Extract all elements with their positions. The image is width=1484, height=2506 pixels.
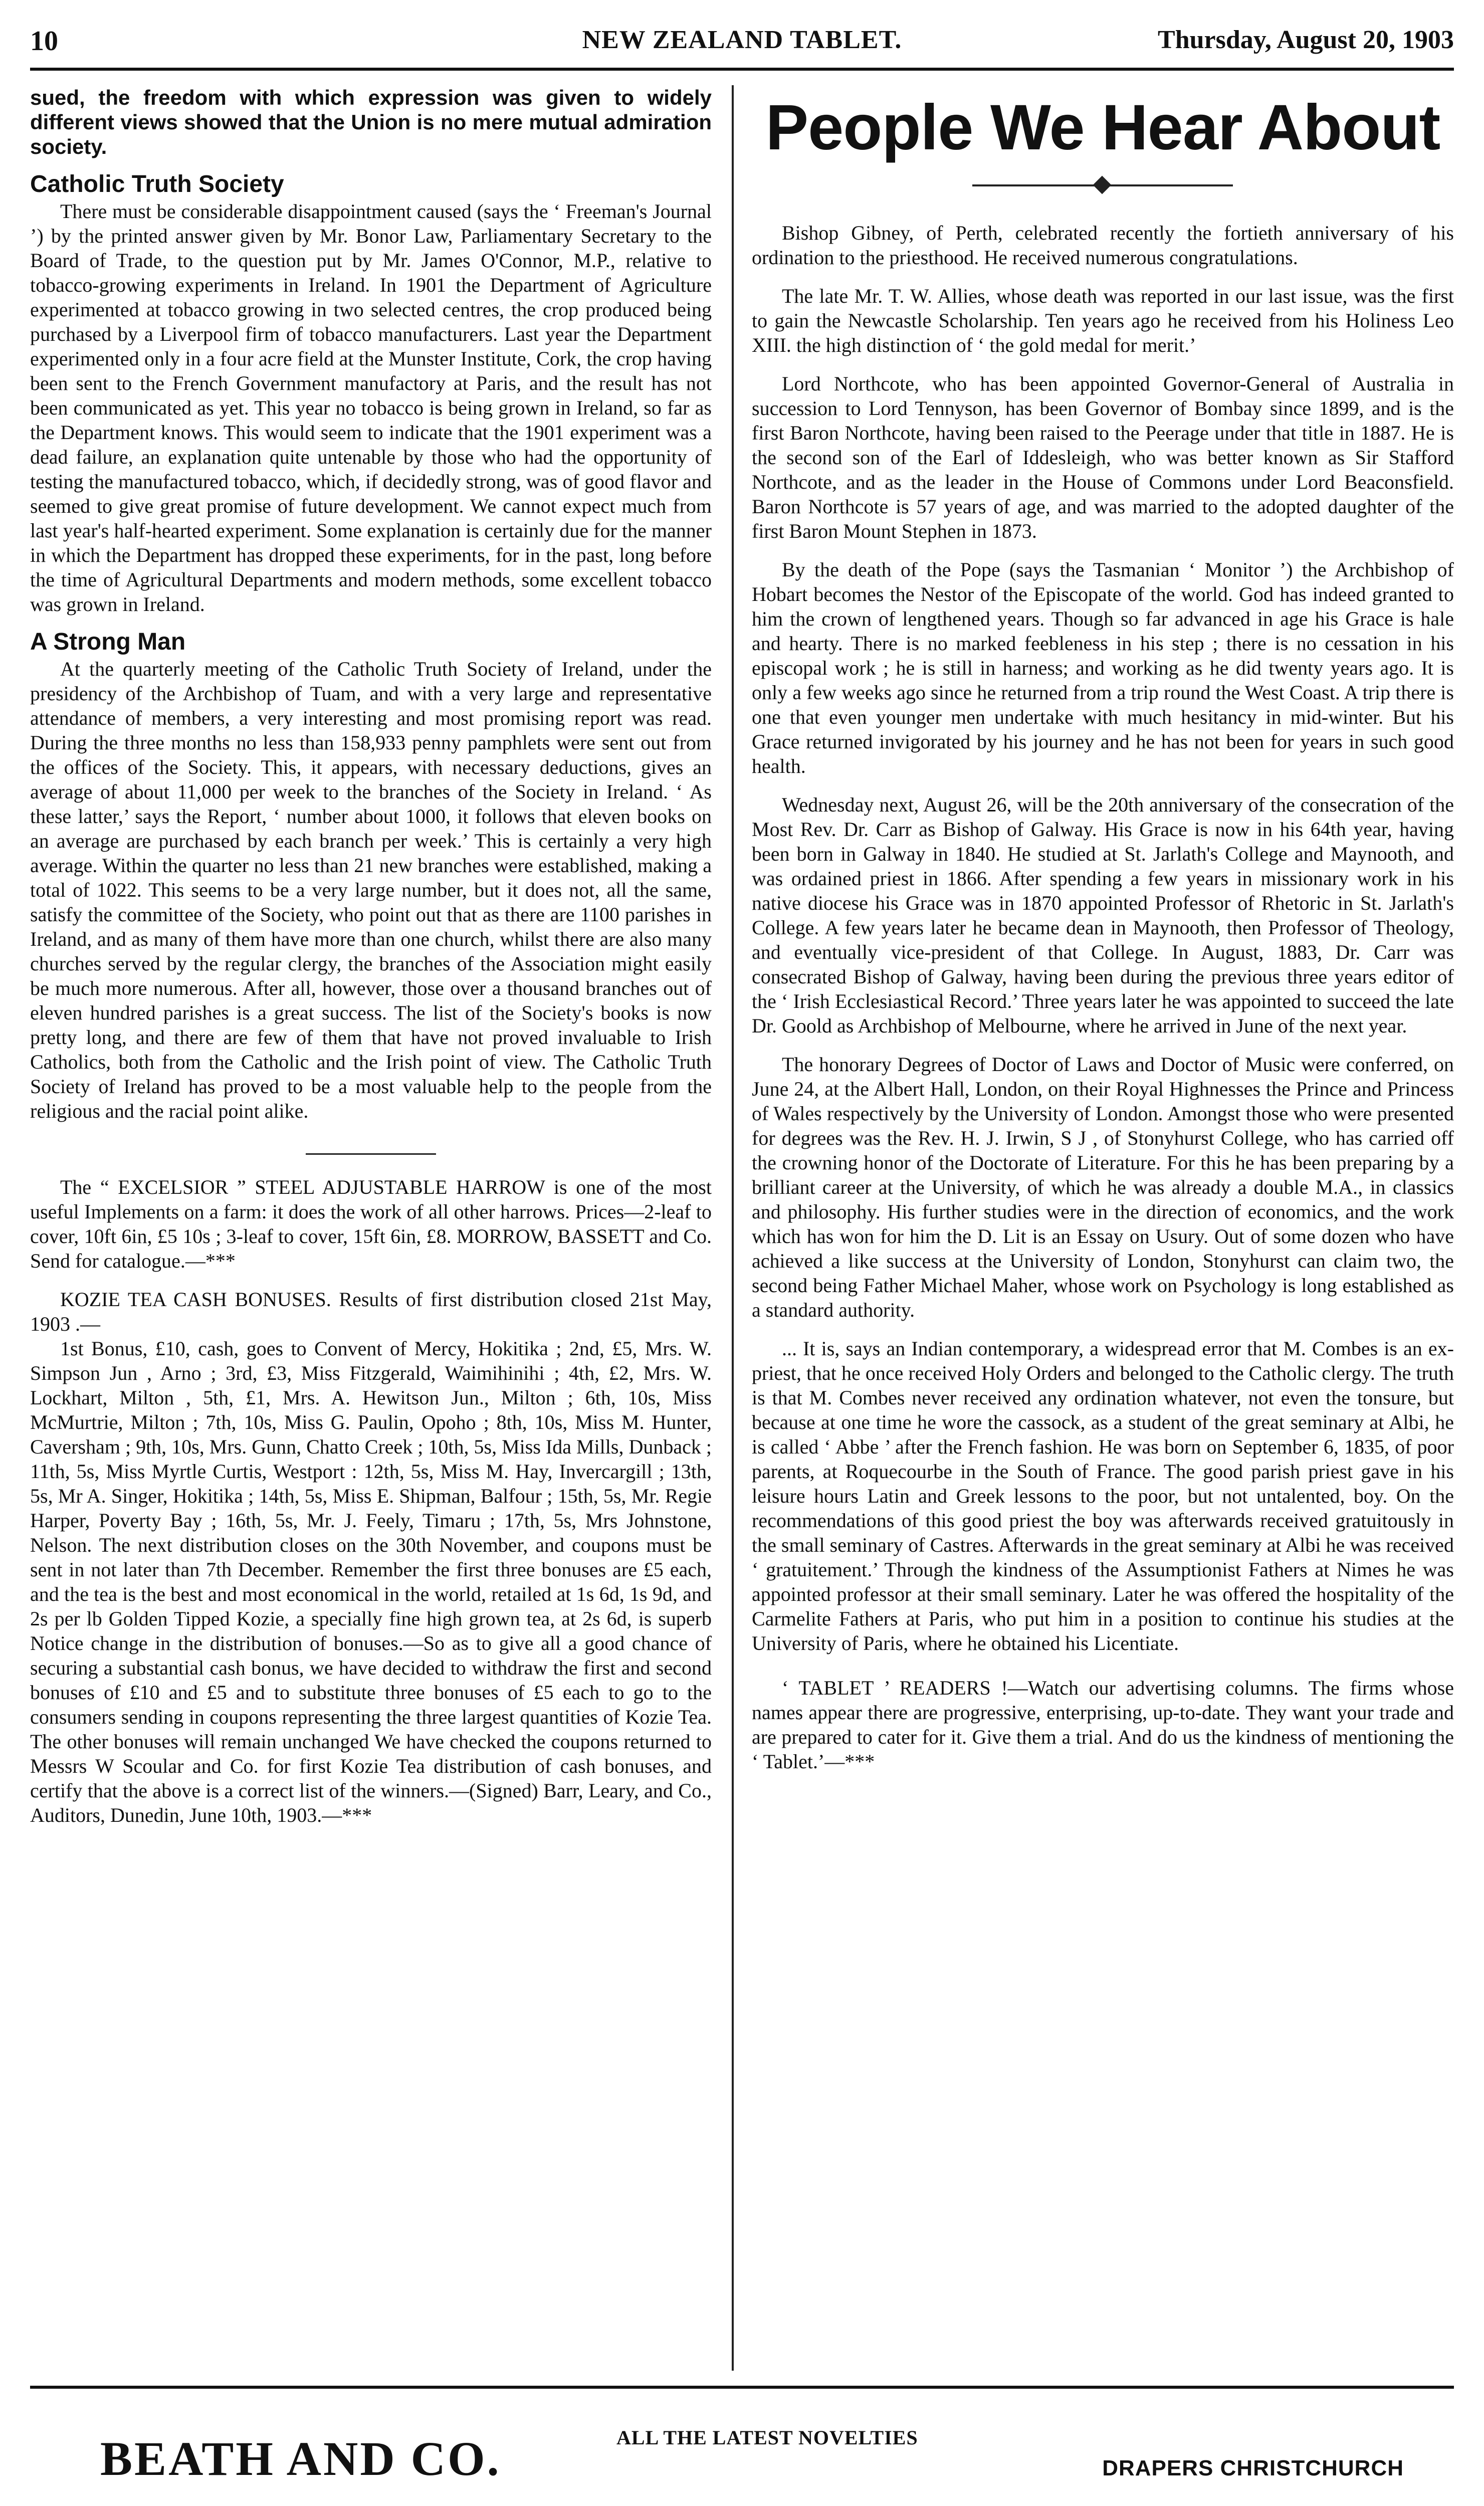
issue-date: Thursday, August 20, 1903 [1158, 26, 1454, 54]
advert-block [30, 1175, 712, 1827]
advert-kozie-heading: KOZIE TEA CASH BONUSES. Results of first distribution closed 21st May, 1903 .— [30, 1288, 712, 1335]
section-heading-strong-man: A Strong Man [30, 629, 186, 655]
article-paragraph: By the death of the Pope (says the Tasmanian ‘ Monitor ’) the Archbishop of Hobart becomes the Nestor of the Episcopate of the world. God has indeed granted to him the crown of lengthened years. Though so far advanced in age his Grace is hale and hearty. There is no marked feebleness in his step ; there is no cessation in his episcopal work ; he is still in harness; and working as he did twenty years ago. It is only a few weeks ago since he returned from a trip round the West Coast. A trip there is one that even younger men undertake with much hesitancy in mid-winter. But his Grace returned invigorated by his journey and he has not been for years in such good health. [752, 558, 1454, 777]
headline-ornament [752, 170, 1454, 200]
diamond-icon [1093, 176, 1112, 194]
left-column [30, 85, 712, 1827]
header-rule [30, 68, 1454, 71]
article-paragraph: Wednesday next, August 26, will be the 20th anniversary of the consecration of the Most Rev. Dr. Carr as Bishop of Galway. His Grace is now in his 64th year, having been born in Galway in 1840. He studied at St. Jarlath's College and Maynooth, and was ordained priest in 1866. After spending a few years in missionary work in his native diocese his Grace was in 1870 appointed Professor of Rhetoric in St. Jarlath's College. A few years later he became dean in Maynooth, then Professor of Theology, and eventually vice-president of that College. In August, 1883, Dr. Carr was consecrated Bishop of Galway, having been during the previous three years editor of the ‘ Irish Ecclesiastical Record.’ Three years later he was appointed to succeed the late Dr. Goold as Archbishop of Melbourne, where he arrived in June of the next year. [752, 793, 1454, 1037]
section-heading-catholic-truth-society: Catholic Truth Society [30, 171, 284, 197]
newspaper-page [30, 20, 1454, 2506]
article-paragraph: Lord Northcote, who has been appointed Governor-General of Australia in succession to Lord Tennyson, has been Governor of Bombay since 1899, and is the first Baron Northcote, having been raised to the Peerage under that title in 1887. He is the second son of the Earl of Iddesleigh, who was better known as Sir Stafford Northcote, and as the leader in the House of Commons under Lord Beaconsfield. Baron Northcote is 57 years of age, and was married to the adopted daughter of the first Baron Mount Stephen in 1873. [752, 372, 1454, 542]
advertiser-location: DRAPERS CHRISTCHURCH [1102, 2456, 1404, 2480]
page-header [30, 20, 1454, 85]
article-paragraph: The honorary Degrees of Doctor of Laws and Doctor of Music were conferred, on June 24, at the Albert Hall, London, on their Royal Highnesses the Prince and Princess of Wales respectively by the University of London. Amongst those who were presented for degrees was the Rev. H. J. Irwin, S J , of Stonyhurst College, who has carried off the crowning honor of the Doctorate of Literature. For this he has been preparing by a brilliant career at the University, of which he was already a double M.A., in classics and philosophy. His further studies were in the direction of economics, and the work which has won for him the D. Lit is an Essay on Usury. Out of some dozen who have achieved a like success at the University of London, Stonyhurst can claim two, the second being Father Michael Maher, whose work on Psychology is long established as a standard authority. [752, 1053, 1454, 1321]
column-rule [732, 85, 734, 2371]
publication-title: NEW ZEALAND TABLET. [582, 26, 902, 54]
column-divider [306, 1153, 436, 1155]
article-paragraph: The late Mr. T. W. Allies, whose death was reported in our last issue, was the first to gain the Newcastle Scholarship. Ten years ago he received from his Holiness Leo XIII. the high distinction of ‘ the gold medal for merit.’ [752, 285, 1454, 356]
footer-advert [30, 2396, 1454, 2496]
page-number: 10 [30, 26, 58, 57]
right-column [752, 85, 1454, 1774]
article-paragraph: Bishop Gibney, of Perth, celebrated recently the fortieth anniversary of his ordination to the priesthood. He received numerous congratulations. [752, 222, 1454, 269]
article-paragraph: ... It is, says an Indian contemporary, a widespread error that M. Combes is an ex-priest, that he once received Holy Orders and belonged to the Catholic clergy. The truth is that M. Combes never received any ordination whatever, not even the tonsure, but because at one time he wore the cassock, as a student of the great seminary at Albi, he is called ‘ Abbe ’ after the French fashion. He was born on September 6, 1835, of poor parents, at Roquecourbe in the South of France. The good parish priest gave in his leisure hours Latin and Greek lessons to the poor, but not untalented, boy. On the recommendations of this good priest the boy was afterwards received gratuitously in the small seminary of Castres. Afterwards in the great seminary at Albi he was received ‘ gratuitement.’ Through the kindness of the Assumptionist Fathers at Nimes he was appointed professor at their small seminary. Later he was offered the hospitality of the Carmelite Fathers at Paris, who put him in a position to continue his studies at the University of Paris, where he obtained his Licentiate. [752, 1337, 1454, 1654]
intro-paragraph: sued, the freedom with which expression was given to widely different views showed that the Union is no mere mutual admiration society. [30, 86, 712, 158]
section-body-catholic-truth-society: There must be considerable disappointment caused (says the ‘ Freeman's Journal ’) by the printed answer given by Mr. Bonor Law, Parliamentary Secretary to the Board of Trade, to the question put by Mr. James O'Connor, M.P., relative to tobacco-growing experiments in Ireland. In 1901 the Department of Agriculture experimented at tobacco growing in two selected centres, the crop produced being purchased by a Liverpool firm of tobacco manufacturers. Last year the Department experimented only in a four acre field at the Munster Institute, Cork, the crop having been sent to the French Government manufactory at Paris, and the result has not been communicated as yet. This year no tobacco is being grown in Ireland, so far as the Department knows. This would seem to indicate that the 1901 experiment was a dead failure, an explanation quite untenable by those who had the opportunity of testing the manufactured tobacco, which, if decidedly strong, was of good flavor and seemed to give great promise of future development. We cannot expect much from last year's half-hearted experiment. Some explanation is certainly due for the manner in which the Department has dropped these experiments, for in the past, long before the time of Agricultural Departments and modern methods, some excellent tobacco was grown in Ireland. [30, 200, 712, 615]
advert-kozie-body: 1st Bonus, £10, cash, goes to Convent of Mercy, Hokitika ; 2nd, £5, Mrs. W. Simpson Jun , Arno ; 3rd, £3, Miss Fitzgerald, Waimihinihi ; 4th, £2, Mrs. W. Lockhart, Milton , 5th, £1, Mrs. A. Hewitson Jun., Milton ; 6th, 10s, Miss McMurtrie, Milton ; 7th, 10s, Miss G. Paulin, Opoho ; 8th, 10s, Miss M. Hunter, Caversham ; 9th, 10s, Mrs. Gunn, Chatto Creek ; 10th, 5s, Miss Ida Mills, Dunback ; 11th, 5s, Miss Myrtle Curtis, Westport : 12th, 5s, Miss M. Hay, Invercargill ; 13th, 5s, Mr A. Singer, Hokitika ; 14th, 5s, Miss E. Shipman, Balfour ; 15th, 5s, Mr. Regie Harper, Poverty Bay ; 16th, 5s, Mr. J. Feely, Timaru ; 17th, 5s, Mrs Johnstone, Nelson. The next distribution closes on the 30th November, and coupons must be sent in not later than 7th December. Remember the first three bonuses are £5 each, and the tea is the best and most economical in the world, retailed at 1s 6d, 1s 9d, and 2s per lb Golden Tipped Kozie, a specially fine high grown tea, at 2s 6d, is superb Notice change in the distribution of bonuses.—So as to give all a good chance of securing a substantial cash bonus, we have decided to withdraw the first and second bonuses of £10 and £5 and to substitute three bonuses of £5 each to go to the consumers sending in coupons representing the three largest quantities of Kozie Tea. The other bonuses will remain unchanged We have checked the coupons returned to Messrs W Scoular and Co. for first Kozie Tea distribution of cash bonuses, and certify that the above is a correct list of the winners.—(Signed) Barr, Leary, and Co., Auditors, Dunedin, June 10th, 1903.—*** [30, 1337, 712, 1826]
footer-rule [30, 2386, 1454, 2389]
tablet-readers-notice [752, 1676, 1454, 1774]
section-body-strong-man: At the quarterly meeting of the Catholic Truth Society of Ireland, under the presidency of the Archbishop of Tuam, and with a very large and representative attendance of members, a very interesting and most promising report was read. During the three months no less than 158,933 penny pamphlets were sent out from the offices of the Society. This, it appears, with necessary deductions, gives an average of about 11,000 per week to the branches of the Society in Ireland. ‘ As these latter,’ says the Report, ‘ number about 1000, it follows that eleven books on an average are purchased by each branch per week.’ This is certainly a very high average. Within the quarter no less than 21 new branches were established, making a total of 1022. This seems to be a very large number, but it does not, all the same, satisfy the committee of the Society, who point out that as there are 1100 parishes in Ireland, and as many of them have more than one church, whilst there are also many churches served by the regular clergy, the branches of the Association might easily be much more numerous. After all, however, those over a thousand branches out of eleven hundred parishes is a great success. The list of the Society's books is now pretty long, and there are few of them that have not proved invaluable to Irish Catholics, both from the Catholic and the Irish point of view. The Catholic Truth Society of Ireland has proved to be a most valuable help to the people from the religious and the racial point alike. [30, 658, 712, 1122]
advertiser-tagline: ALL THE LATEST NOVELTIES [616, 2426, 918, 2449]
advertiser-name: BEATH AND CO. [100, 2432, 501, 2485]
people-headline: People We Hear About [765, 92, 1440, 163]
advert-excelsior: The “ EXCELSIOR ” STEEL ADJUSTABLE HARROW is one of the most useful Implements on a farm: it does the work of all other harrows. Prices—2-leaf to cover, 10ft 6in, £5 10s ; 3-leaf to cover, 15ft 6in, £8. MORROW, BASSETT and Co. Send for catalogue.—*** [30, 1176, 712, 1272]
tablet-readers-text: ‘ TABLET ’ READERS !—Watch our advertising columns. The firms whose names appear there are progressive, enterprising, up-to-date. They want your trade and are prepared to cater for it. Give them a trial. And do us the kindness of mentioning the ‘ Tablet.’—*** [752, 1677, 1454, 1773]
